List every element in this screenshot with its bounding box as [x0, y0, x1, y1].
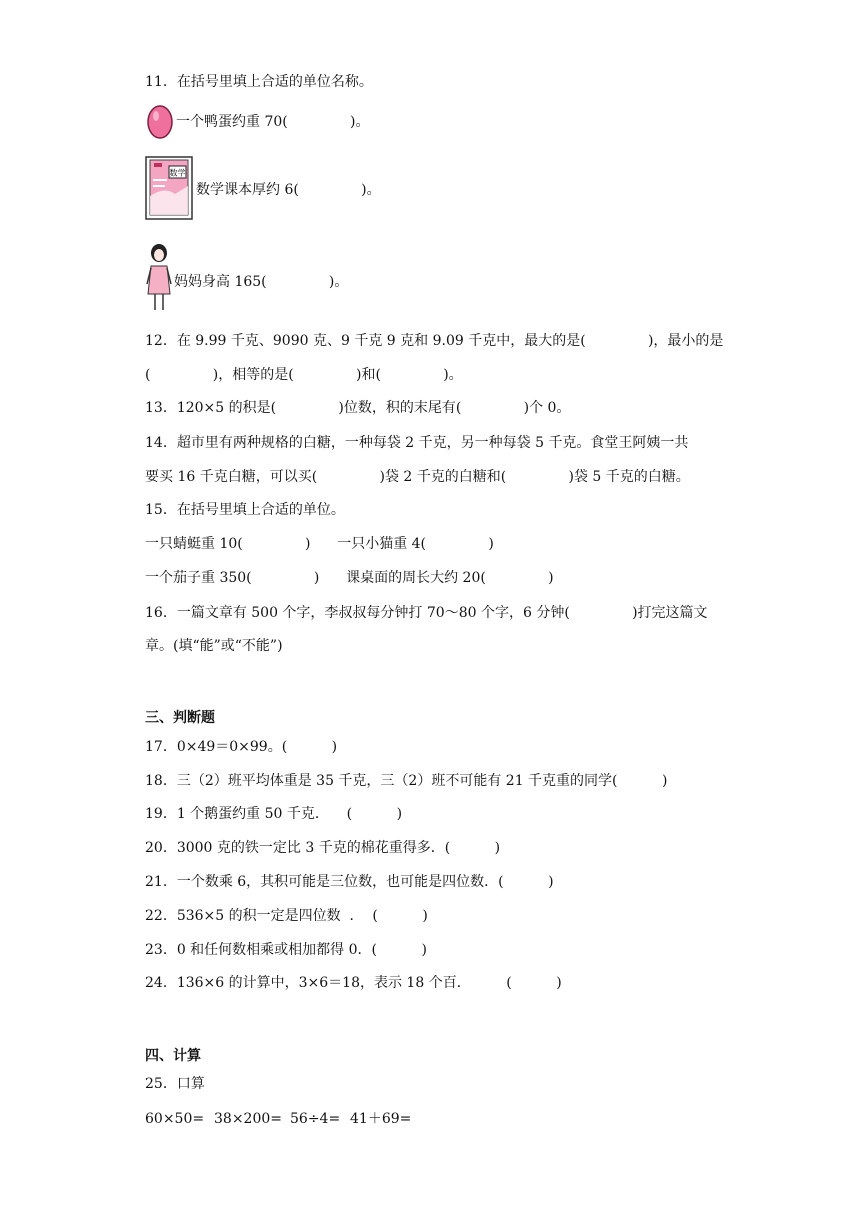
q14-line1: 14．超市里有两种规格的白糖，一种每袋 2 千克，另一种每袋 5 千克。食堂王阿姨一共	[145, 435, 689, 451]
mother-figure-icon	[145, 242, 173, 314]
judge-item: 24．136×6 的计算中，3×6＝18，表示 18 个百． ( )	[145, 975, 562, 991]
q13: 13．120×5 的积是( )位数，积的末尾有( )个 0。	[145, 400, 571, 416]
q15-row2: 一个茄子重 350( ) 课桌面的周长大约 20( )	[145, 570, 554, 586]
q11-title: 11．在括号里填上合适的单位名称。	[145, 74, 373, 90]
q14-line2: 要买 16 千克白糖，可以买( )袋 2 千克的白糖和( )袋 5 千克的白糖。	[145, 469, 690, 485]
calc-item: 38×200=	[214, 1111, 282, 1127]
calc-item: 56÷4=	[290, 1111, 341, 1127]
q16-line2: 章。(填“能”或“不能”)	[145, 638, 283, 654]
q11-item-mother: 妈妈身高 165( )。	[174, 274, 349, 290]
q12-line2: ( )，相等的是( )和( )。	[145, 367, 463, 383]
judge-item: 21．一个数乘 6，其积可能是三位数，也可能是四位数．( )	[145, 874, 554, 890]
q25-title: 25．口算	[145, 1076, 205, 1092]
math-textbook-icon	[145, 156, 193, 220]
judge-item: 23．0 和任何数相乘或相加都得 0．( )	[145, 942, 427, 958]
section4-heading: 四、计算	[145, 1048, 201, 1064]
q15-title: 15．在括号里填上合适的单位。	[145, 502, 345, 518]
q16-line1: 16．一篇文章有 500 个字，李叔叔每分钟打 70～80 个字，6 分钟( )打完这篇文	[145, 605, 708, 621]
judge-item: 17．0×49＝0×99。( )	[145, 739, 338, 755]
judge-item: 20．3000 克的铁一定比 3 千克的棉花重得多．( )	[145, 840, 501, 856]
section3-heading: 三、判断题	[145, 710, 215, 726]
svg-text:数学: 数学	[169, 168, 186, 178]
q15-row1: 一只蜻蜓重 10( ) 一只小猫重 4( )	[145, 536, 494, 552]
judge-item: 18．三（2）班平均体重是 35 千克，三（2）班不可能有 21 千克重的同学( )	[145, 773, 668, 789]
calc-item: 41＋69=	[350, 1111, 412, 1127]
q12-line1: 12．在 9.99 千克、9090 克、9 千克 9 克和 9.09 千克中，最大的是( )，最小的是	[145, 333, 724, 349]
q11-item-duck-egg: 一个鸭蛋约重 70( )。	[176, 114, 370, 130]
calc-item: 60×50=	[145, 1111, 205, 1127]
q11-item-textbook: 数学课本厚约 6( )。	[196, 182, 381, 198]
duck-egg-icon	[145, 104, 175, 140]
judge-item: 22．536×5 的积一定是四位数 ． ( )	[145, 908, 428, 924]
judge-item: 19．1 个鹅蛋约重 50 千克． ( )	[145, 806, 403, 822]
